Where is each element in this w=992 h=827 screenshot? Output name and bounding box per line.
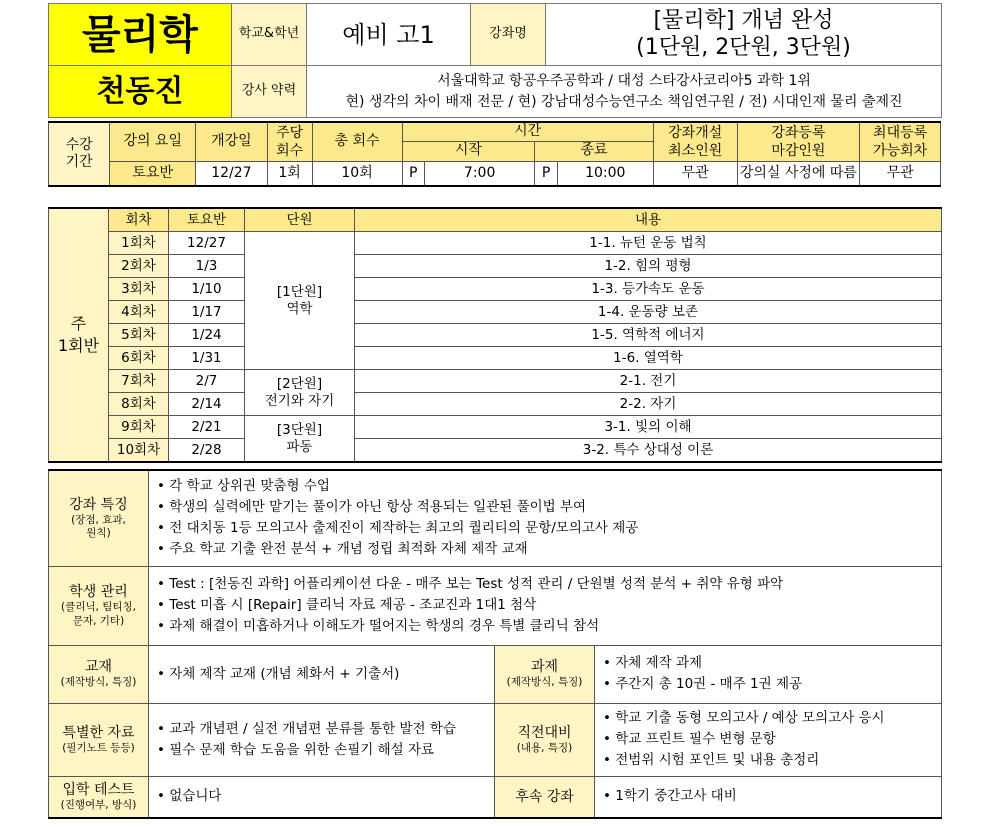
unit2-line2: 전기와 자기 (264, 392, 335, 409)
list-item: • 자체 제작 과제 (603, 655, 703, 672)
period-side-label (49, 122, 110, 186)
list-item: • 전범위 시험 포인트 및 내용 총정리 (603, 751, 820, 768)
schedule-side-label-2: 1회반 (57, 336, 100, 355)
col-max-2: 가능회차 (873, 142, 928, 159)
session-cell: 10회차 (109, 439, 169, 463)
period-side-label-2: 기간 (65, 154, 93, 170)
header-table (48, 3, 942, 118)
session-cell: 2회차 (109, 255, 169, 278)
features-label-sub1: (장점, 효과, (71, 513, 126, 526)
date-cell: 1/17 (169, 301, 245, 324)
period-table (48, 121, 941, 187)
management-content (149, 566, 942, 645)
list-item: • 교과 개념편 / 실전 개념편 분류를 통한 발전 학습 (157, 720, 456, 737)
session-cell: 1회차 (109, 232, 169, 255)
col-total: 총 회수 (312, 122, 402, 161)
course-name-label: 강좌명 (471, 4, 546, 66)
list-item: • 1학기 중간고사 대비 (603, 788, 737, 805)
date-cell: 1/24 (169, 324, 245, 347)
col-weekly-2: 회수 (276, 142, 304, 159)
unit2-cell (245, 370, 355, 416)
entrance-label (49, 776, 149, 818)
list-item: • Test 미흡 시 [Repair] 클리닉 자료 제공 - 조교진과 1대1 첨삭 (157, 597, 537, 614)
list-item: • 주간지 총 10권 - 매주 1권 제공 (603, 676, 803, 692)
col-session: 회차 (109, 208, 169, 232)
features-content (149, 470, 942, 566)
exam-prep-content (595, 703, 942, 776)
course-name-line1: [물리학] 개념 완성 (653, 8, 834, 34)
col-time: 시간 (402, 122, 653, 141)
special-content (149, 703, 495, 776)
special-label-main: 특별한 자료 (62, 724, 135, 741)
special-label (49, 703, 149, 776)
list-item: • 과제 해결이 미흡하거나 이해도가 떨어지는 학생의 경우 특별 클리닉 참석 (157, 617, 600, 634)
table-row (49, 324, 942, 347)
exam-prep-label-main: 직전대비 (517, 724, 572, 741)
homework-content (595, 645, 942, 703)
followup-content (595, 776, 942, 818)
schedule-side-label (49, 208, 109, 462)
deadline-value: 강의실 사정에 따름 (737, 161, 860, 186)
content-cell: 2-1. 전기 (355, 370, 942, 393)
unit1-line2: 역학 (286, 300, 313, 317)
date-cell: 1/10 (169, 278, 245, 301)
homework-label-sub: (제작방식, 특징) (506, 676, 583, 689)
col-start-date: 개강일 (196, 122, 268, 161)
col-time-start: 시작 (402, 141, 535, 161)
content-cell: 3-1. 빛의 이해 (355, 416, 942, 439)
col-weekly-1: 주당 (276, 124, 304, 141)
content-cell: 1-5. 역학적 에너지 (355, 324, 942, 347)
col-content: 내용 (355, 208, 942, 232)
day-value: 토요반 (110, 161, 196, 186)
content-cell: 1-4. 운동량 보존 (355, 301, 942, 324)
entrance-label-main: 입학 테스트 (62, 781, 135, 798)
management-label-main: 학생 관리 (69, 583, 128, 600)
table-row (49, 301, 942, 324)
col-date: 토요반 (169, 208, 245, 232)
table-row (49, 370, 942, 393)
teacher-name: 천동진 (49, 66, 232, 118)
col-day: 강의 요일 (110, 122, 196, 161)
info-table (48, 469, 942, 819)
table-row (49, 439, 942, 463)
end-ampm: P (535, 161, 557, 186)
management-label-sub2: 문자, 기타) (72, 614, 125, 627)
entrance-label-sub: (진행여부, 방식) (60, 799, 137, 812)
min-people-value: 무관 (653, 161, 737, 186)
table-row (49, 393, 942, 416)
start-ampm: P (402, 161, 424, 186)
table-row (49, 347, 942, 370)
col-min-2: 최소인원 (668, 142, 723, 159)
date-cell: 2/14 (169, 393, 245, 416)
features-label (49, 470, 149, 566)
textbook-label-main: 교재 (84, 659, 113, 676)
content-cell: 3-2. 특수 상대성 이론 (355, 439, 942, 463)
col-time-end: 종료 (535, 141, 654, 161)
management-label (49, 566, 149, 645)
max-session-value: 무관 (860, 161, 941, 186)
list-item: • Test : [천동진 과학] 어플리케이션 다운 - 매주 보는 Test 성적 관리 / 단원별 성적 분석 + 취약 유형 파악 (157, 576, 784, 593)
session-cell: 8회차 (109, 393, 169, 416)
col-deadline (737, 122, 860, 161)
content-cell: 1-6. 열역학 (355, 347, 942, 370)
col-deadline-2: 마감인원 (771, 142, 826, 159)
table-row (49, 255, 942, 278)
unit3-cell (245, 416, 355, 463)
course-name-line2: (1단원, 2단원, 3단원) (636, 34, 851, 60)
subject-title: 물리학 (49, 4, 232, 66)
schedule-side-label-1: 주 (70, 313, 87, 333)
col-min-people (653, 122, 737, 161)
career-line1: 서울대학교 항공우주공학과 / 대성 스타강사코리아5 과학 1위 (437, 73, 811, 90)
table-row (49, 416, 942, 439)
date-cell: 2/7 (169, 370, 245, 393)
features-label-sub2: 원칙) (86, 527, 111, 540)
content-cell: 2-2. 자기 (355, 393, 942, 416)
start-time-value: 7:00 (424, 161, 534, 186)
teacher-career (307, 66, 942, 118)
table-row (49, 232, 942, 255)
table-row (49, 278, 942, 301)
features-label-main: 강좌 특징 (69, 496, 128, 513)
textbook-label-sub: (제작방식, 특징) (60, 676, 137, 689)
exam-prep-label-sub: (내용, 특징) (516, 741, 573, 754)
col-unit: 단원 (245, 208, 355, 232)
management-label-sub1: (클리닉, 팀티칭, (61, 600, 136, 613)
homework-label-main: 과제 (530, 659, 559, 676)
followup-label-main: 후속 강좌 (515, 788, 574, 805)
content-cell: 1-3. 등가속도 운동 (355, 278, 942, 301)
school-grade-label: 학교&학년 (232, 4, 307, 66)
course-name (546, 4, 942, 66)
textbook-content (149, 645, 495, 703)
session-cell: 3회차 (109, 278, 169, 301)
period-side-label-1: 수강 (65, 136, 93, 153)
list-item: • 주요 학교 기출 완전 분석 + 개념 정립 최적화 자체 제작 교재 (157, 541, 528, 558)
session-cell: 7회차 (109, 370, 169, 393)
unit3-line1: [3단원] (276, 421, 323, 438)
content-cell: 1-1. 뉴턴 운동 법칙 (355, 232, 942, 255)
list-item: • 전 대치동 1등 모의고사 출제진이 제작하는 최고의 퀄리티의 문항/모의고사 제공 (157, 520, 639, 537)
session-cell: 6회차 (109, 347, 169, 370)
unit2-line1: [2단원] (276, 375, 323, 392)
entrance-content (149, 776, 495, 818)
col-deadline-1: 강좌등록 (771, 124, 826, 141)
session-cell: 9회차 (109, 416, 169, 439)
unit1-line1: [1단원] (276, 283, 323, 300)
date-cell: 1/31 (169, 347, 245, 370)
list-item: • 학생의 실력에만 맡기는 풀이가 아닌 항상 적용되는 일관된 풀이법 부여 (157, 499, 587, 516)
exam-prep-label (495, 703, 595, 776)
total-value: 10회 (312, 161, 402, 186)
end-time-value: 10:00 (557, 161, 653, 186)
homework-label (495, 645, 595, 703)
textbook-label (49, 645, 149, 703)
followup-label (495, 776, 595, 818)
col-weekly (267, 122, 312, 161)
schedule-table (48, 207, 942, 463)
list-item: • 자체 제작 교재 (개념 체화서 + 기출서) (157, 665, 400, 682)
date-cell: 2/28 (169, 439, 245, 463)
school-grade-value: 예비 고1 (307, 4, 471, 66)
list-item: • 없습니다 (157, 788, 222, 805)
date-cell: 1/3 (169, 255, 245, 278)
list-item: • 필수 문제 학습 도움을 위한 손필기 해설 자료 (157, 741, 435, 758)
date-cell: 2/21 (169, 416, 245, 439)
col-max-session (860, 122, 941, 161)
weekly-value: 1회 (267, 161, 312, 186)
col-max-1: 최대등록 (873, 124, 928, 141)
list-item: • 각 학교 상위권 맞춤형 수업 (157, 478, 330, 495)
date-cell: 12/27 (169, 232, 245, 255)
content-cell: 1-2. 힘의 평형 (355, 255, 942, 278)
col-min-1: 강좌개설 (668, 124, 723, 141)
list-item: • 학교 프린트 필수 변형 문항 (603, 731, 776, 748)
session-cell: 4회차 (109, 301, 169, 324)
unit1-cell (245, 232, 355, 370)
special-label-sub: (필기노트 등등) (62, 741, 135, 754)
career-label: 강사 약력 (232, 66, 307, 118)
list-item: • 학교 기출 동형 모의고사 / 예상 모의고사 응시 (603, 710, 885, 727)
session-cell: 5회차 (109, 324, 169, 347)
career-line2: 현) 생각의 차이 배재 전문 / 현) 강남대성수능연구소 책임연구원 / 전) 시대인재 물리 출제진 (345, 93, 903, 110)
unit3-line2: 파동 (286, 438, 313, 455)
start-date-value: 12/27 (196, 161, 268, 186)
